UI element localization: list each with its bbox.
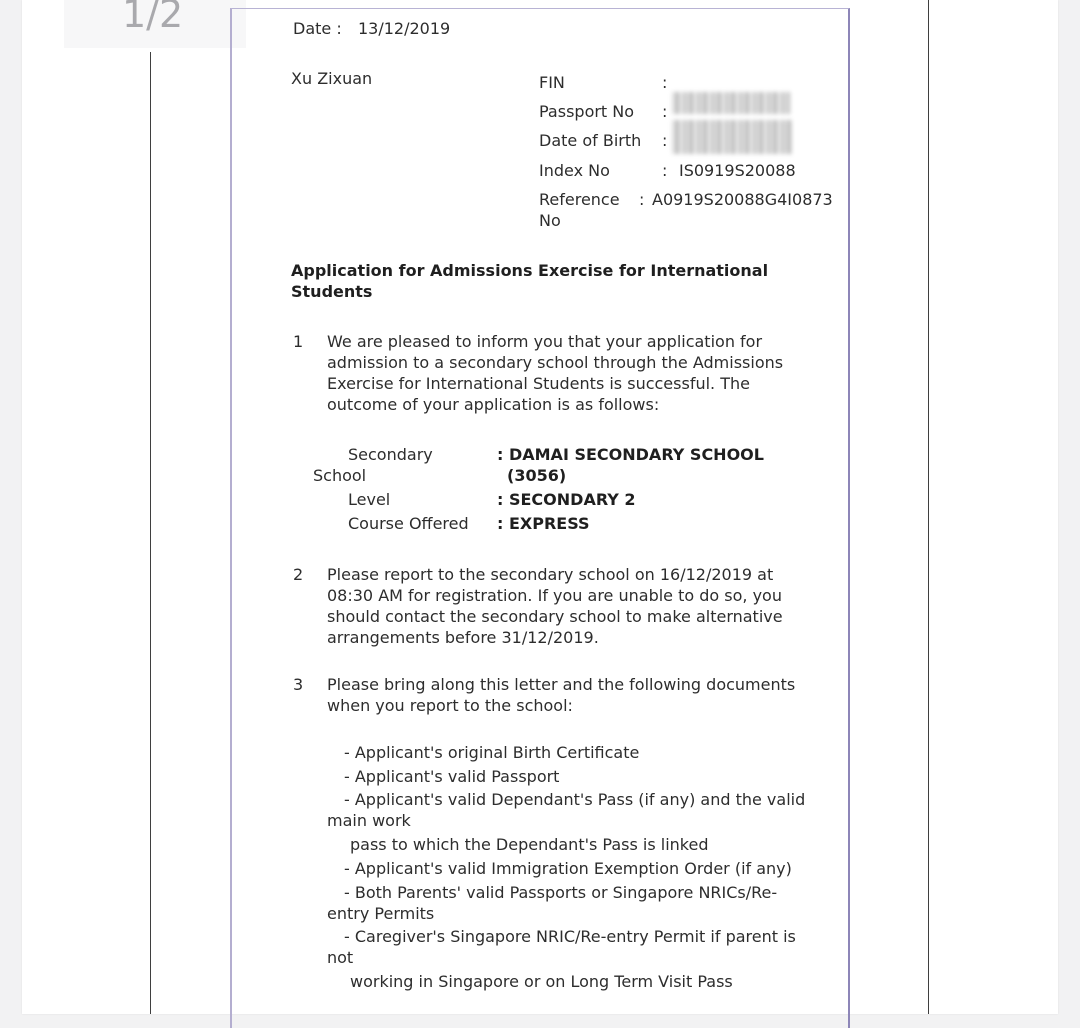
paragraph-1-line: We are pleased to inform you that your application for bbox=[327, 332, 763, 351]
subject-line-2: Students bbox=[291, 282, 373, 301]
date-value: 13/12/2019 bbox=[358, 19, 451, 38]
document-item-continuation: entry Permits bbox=[327, 904, 435, 923]
paragraph-3-number: 3 bbox=[293, 675, 304, 694]
index-label: Index No bbox=[539, 161, 610, 180]
paragraph-1-line: admission to a secondary school through the Admissions bbox=[327, 353, 784, 372]
paragraph-2-line: 08:30 AM for registration. If you are unable to do so, you bbox=[327, 586, 782, 605]
index-separator: : bbox=[662, 161, 668, 180]
dob-label: Date of Birth bbox=[539, 131, 642, 150]
document-item: - Applicant's original Birth Certificate bbox=[344, 743, 640, 762]
paragraph-1-line: outcome of your application is as follows: bbox=[327, 395, 660, 414]
paragraph-3-line: when you report to the school: bbox=[327, 696, 573, 715]
reference-value: A0919S20088G4I0873 bbox=[652, 190, 833, 209]
document-item: - Both Parents' valid Passports or Singapore NRICs/Re- bbox=[344, 883, 778, 902]
fin-label: FIN bbox=[539, 73, 565, 92]
passport-label: Passport No bbox=[539, 102, 635, 121]
document-item-continuation: pass to which the Dependant's Pass is linked bbox=[350, 835, 709, 854]
fin-separator: : bbox=[662, 73, 668, 92]
school-value-line1: : DAMAI SECONDARY SCHOOL bbox=[497, 445, 764, 464]
level-label: Level bbox=[348, 490, 391, 509]
paragraph-1-number: 1 bbox=[293, 332, 304, 351]
paragraph-1-line: Exercise for International Students is successful. The bbox=[327, 374, 750, 393]
paragraph-3-line: Please bring along this letter and the following documents bbox=[327, 675, 796, 694]
paragraph-2-line: arrangements before 31/12/2019. bbox=[327, 628, 599, 647]
page-left-border bbox=[150, 52, 151, 1014]
page-right-border bbox=[928, 0, 929, 1014]
document-item-continuation: main work bbox=[327, 811, 411, 830]
document-item: - Applicant's valid Immigration Exemption Order (if any) bbox=[344, 859, 792, 878]
reference-separator: : bbox=[639, 190, 645, 209]
level-value: : SECONDARY 2 bbox=[497, 490, 636, 509]
school-label-line1: Secondary bbox=[348, 445, 433, 464]
reference-label-line2: No bbox=[539, 211, 561, 230]
document-item: - Applicant's valid Passport bbox=[344, 767, 560, 786]
paragraph-2-number: 2 bbox=[293, 565, 304, 584]
document-item: - Applicant's valid Dependant's Pass (if any) and the valid bbox=[344, 790, 806, 809]
course-label: Course Offered bbox=[348, 514, 469, 533]
reference-label-line1: Reference bbox=[539, 190, 620, 209]
index-value: IS0919S20088 bbox=[679, 161, 796, 180]
paragraph-2-line: should contact the secondary school to make alternative bbox=[327, 607, 783, 626]
document-item-continuation: working in Singapore or on Long Term Visit Pass bbox=[350, 972, 733, 991]
dob-redaction bbox=[672, 120, 792, 154]
recipient-name: Xu Zixuan bbox=[291, 69, 373, 88]
date-label: Date : bbox=[293, 19, 342, 38]
passport-redaction bbox=[672, 92, 790, 114]
dob-separator: : bbox=[662, 131, 668, 150]
school-label-line2: School bbox=[313, 466, 367, 485]
subject-line-1: Application for Admissions Exercise for International bbox=[291, 261, 769, 280]
school-value-line2: (3056) bbox=[507, 466, 567, 485]
course-value: : EXPRESS bbox=[497, 514, 590, 533]
passport-separator: : bbox=[662, 102, 668, 121]
document-item-continuation: not bbox=[327, 948, 354, 967]
page-indicator: 1/2 bbox=[64, 0, 246, 48]
document-item: - Caregiver's Singapore NRIC/Re-entry Permit if parent is bbox=[344, 927, 796, 946]
paragraph-2-line: Please report to the secondary school on 16/12/2019 at bbox=[327, 565, 774, 584]
